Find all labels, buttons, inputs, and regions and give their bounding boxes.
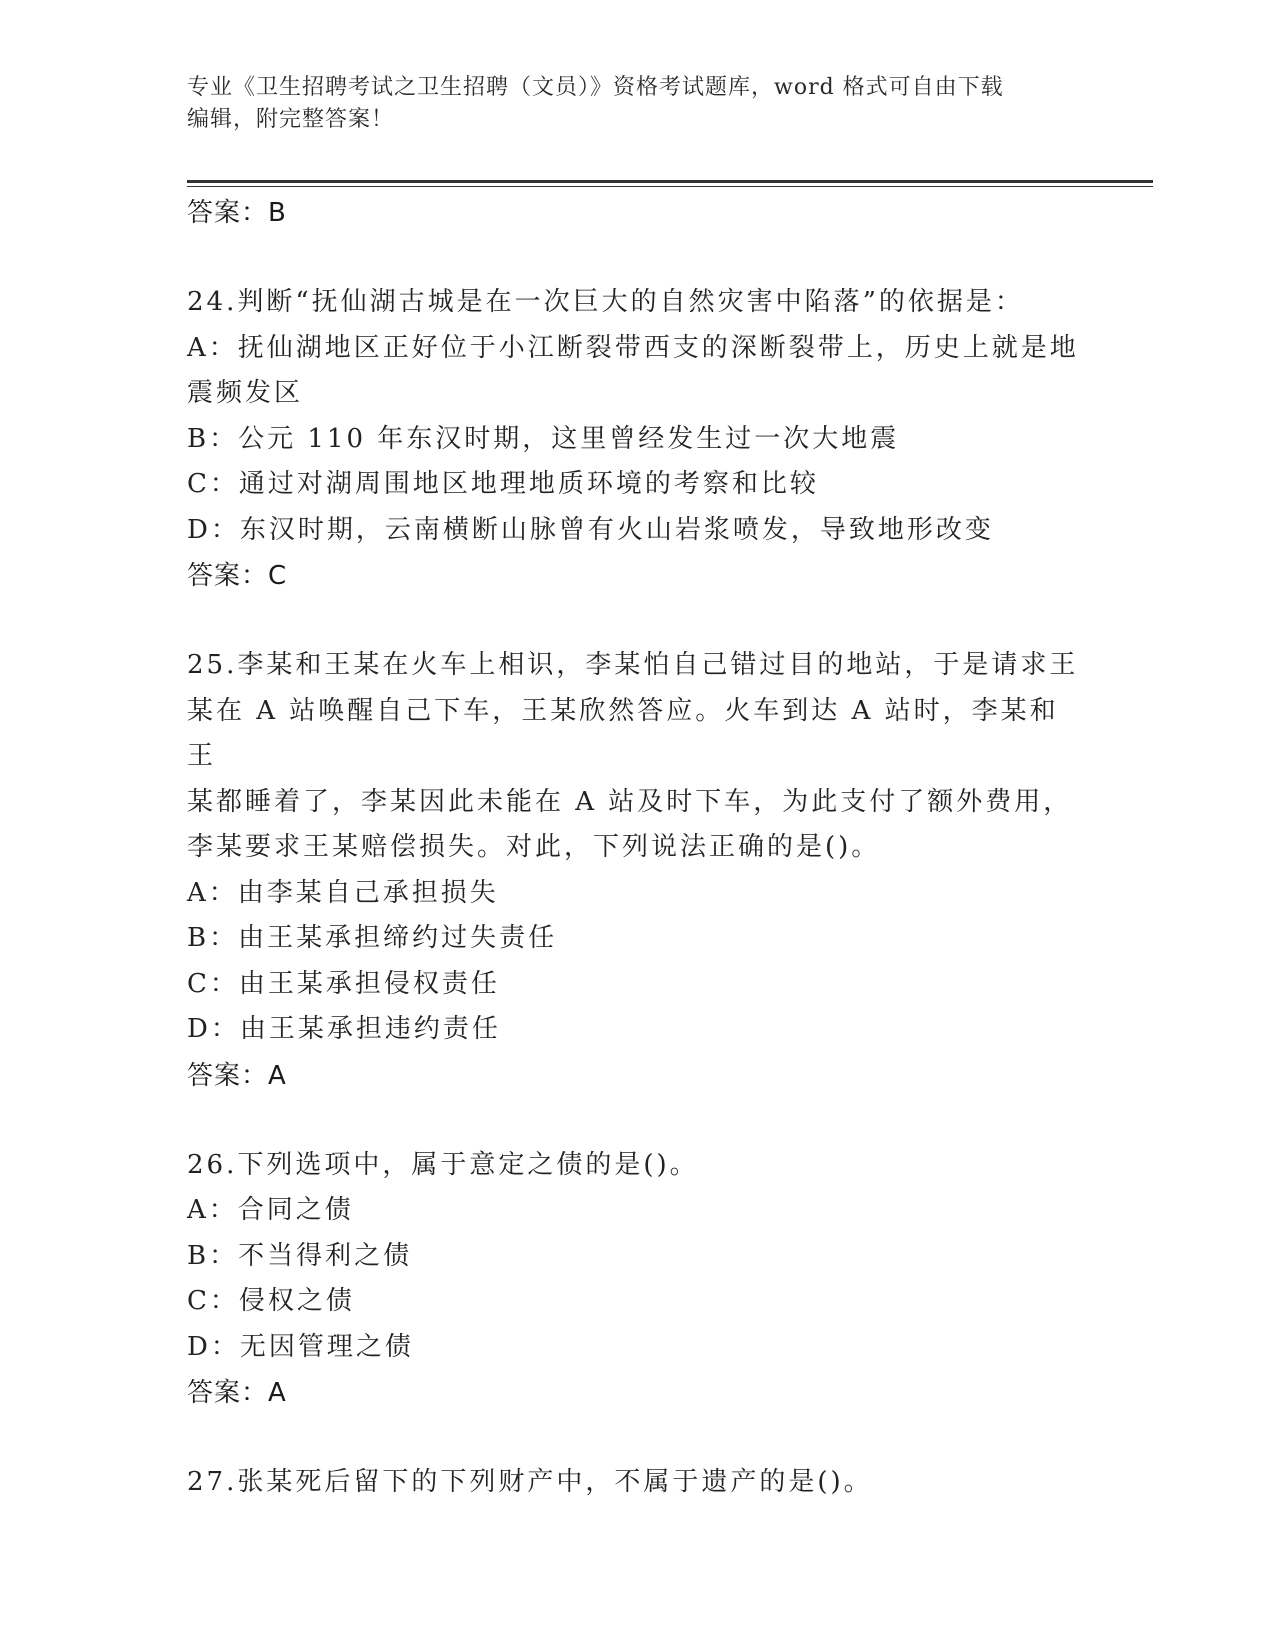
question-stem-line-1: 25.李某和王某在火车上相识，李某怕自己错过目的地站，于是请求王 (187, 650, 1079, 680)
question-stem-line-3: 某都睡着了，李某因此未能在 A 站及时下车，为此支付了额外费用， (187, 786, 1073, 817)
option-d: D：由王某承担违约责任 (187, 1014, 501, 1044)
question-stem-line-2: 某在 A 站唤醒自己下车，王某欣然答应。火车到达 A 站时，李某和王 (187, 695, 1059, 771)
question-stem: 24.判断“抚仙湖古城是在一次巨大的自然灾害中陷落”的依据是： (187, 287, 1024, 317)
spacer (187, 599, 1087, 643)
option-d: D：东汉时期，云南横断山脉曾有火山岩浆喷发，导致地形改变 (187, 514, 994, 545)
answer: 答案：A (187, 1378, 287, 1408)
answer: 答案：A (187, 1060, 287, 1091)
question-stem: 26.下列选项中，属于意定之债的是()。 (187, 1149, 699, 1180)
question-27 (187, 1460, 1087, 1506)
option-a: A：抚仙湖地区正好位于小江断裂带西支的深断裂带上，历史上就是地 (187, 332, 1079, 363)
header-divider-thick (187, 180, 1153, 183)
question-stem-line-4: 李某要求王某赔偿损失。对此，下列说法正确的是()。 (187, 832, 881, 862)
answer: 答案：C (187, 561, 288, 591)
option-a: A：由李某自己承担损失 (187, 877, 499, 908)
option-a: A：合同之债 (187, 1195, 354, 1225)
option-c: C：由王某承担侵权责任 (187, 968, 500, 999)
question-26 (187, 1143, 1087, 1417)
header-divider-thin (187, 186, 1153, 187)
question-24 (187, 280, 1087, 599)
header-line-2: 编辑，附完整答案！ (187, 107, 395, 132)
option-a-continued: 震频发区 (187, 378, 304, 408)
question-stem: 27.张某死后留下的下列财产中，不属于遗产的是()。 (187, 1467, 873, 1497)
option-b: B：公元 110 年东汉时期，这里曾经发生过一次大地震 (187, 423, 900, 454)
option-c: C：侵权之债 (187, 1286, 355, 1316)
question-list (187, 190, 1087, 1506)
option-b: B：由王某承担缔约过失责任 (187, 923, 558, 953)
spacer (187, 1416, 1087, 1460)
header-line-1: 专业《卫生招聘考试之卫生招聘（文员）》资格考试题库，word 格式可自由下载 (187, 75, 1004, 100)
question-25 (187, 643, 1087, 1099)
option-b: B：不当得利之债 (187, 1240, 413, 1271)
option-c: C：通过对湖周围地区地理地质环境的考察和比较 (187, 469, 819, 499)
document-header (187, 72, 1087, 136)
option-d: D：无因管理之债 (187, 1331, 414, 1362)
spacer (187, 1099, 1087, 1143)
spacer (187, 236, 1087, 280)
previous-answer: 答案：B (187, 198, 287, 228)
